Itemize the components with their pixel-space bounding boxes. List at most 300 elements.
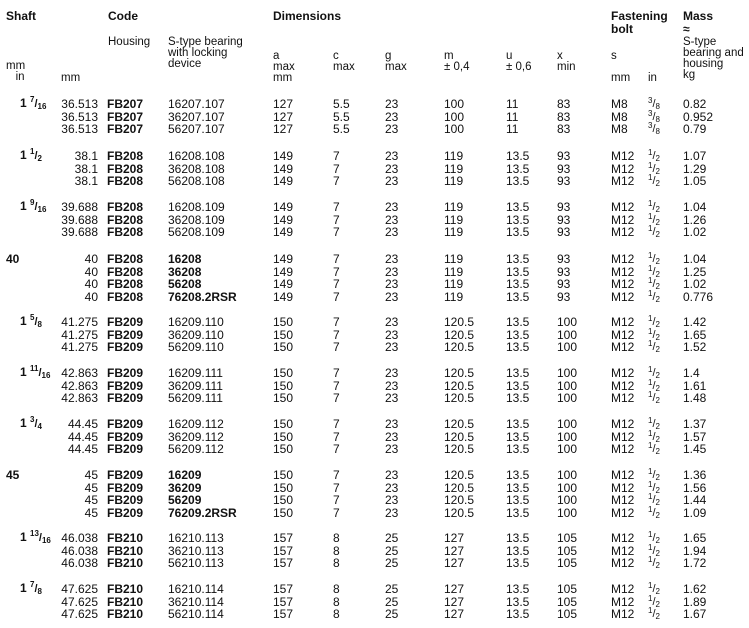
dim-x: 100 (557, 340, 578, 355)
bearing-code: 16208.109 (168, 200, 225, 214)
dim-a: 157 (273, 582, 294, 596)
dim-c: 7 (333, 366, 340, 380)
dim-c: 5.5 (333, 97, 350, 111)
housing-code: FB208 (107, 174, 144, 189)
housing-code: FB208 (107, 264, 144, 279)
dim-c: 7 (333, 327, 340, 342)
shaft-mm: 45 (84, 480, 98, 495)
dim-a: 149 (273, 161, 294, 176)
shaft-mm: 38.1 (74, 161, 98, 176)
bearing-code: 76209.2RSR (168, 505, 237, 520)
subheader-bolt-in: in (648, 72, 657, 84)
shaft-mm: 40 (84, 277, 98, 292)
housing-code: FB210 (107, 531, 144, 545)
dim-x: 100 (557, 442, 578, 457)
dim-u: 13.5 (506, 149, 530, 163)
shaft-mm: 41.275 (61, 340, 98, 355)
mass-value: 0.952 (683, 109, 714, 124)
dim-g: 23 (385, 289, 399, 304)
shaft-mm: 36.513 (61, 97, 98, 111)
dim-c: 8 (333, 543, 340, 558)
dim-u: 13.5 (506, 594, 530, 609)
shaft-mm: 40 (84, 289, 98, 304)
dim-x: 93 (557, 289, 571, 304)
dim-x: 93 (557, 264, 571, 279)
dim-u: 13.5 (506, 378, 530, 393)
bearing-code: 36209 (168, 480, 202, 495)
mass-value: 1.4 (683, 366, 700, 380)
dim-x: 100 (557, 378, 578, 393)
shaft-inch-fraction: 1 $^7/_{16}$ (20, 95, 47, 111)
dim-m: 119 (444, 174, 464, 189)
bolt-inch-fraction: $^1/_2$ (648, 251, 660, 266)
dim-u: 13.5 (506, 480, 530, 495)
dim-a: 127 (273, 97, 294, 111)
housing-code: FB209 (107, 493, 144, 508)
dim-x: 93 (557, 277, 571, 292)
dim-m: 119 (444, 277, 464, 292)
dim-a: 150 (273, 468, 294, 482)
dim-u: 13.5 (506, 468, 530, 482)
bolt-inch-fraction: $^1/_2$ (648, 365, 660, 380)
dim-m: 120.5 (444, 480, 475, 495)
dim-u: 13.5 (506, 212, 530, 227)
bolt-size: M12 (611, 200, 635, 214)
subheader-mass-desc: S-type bearing and housing kg (683, 36, 744, 81)
dim-c: 7 (333, 442, 340, 457)
dim-c: 7 (333, 289, 340, 304)
bearing-code: 56209.111 (168, 391, 223, 406)
dim-m: 120.5 (444, 468, 475, 482)
bolt-inch-fraction: $^1/_2$ (648, 199, 660, 214)
dim-m: 100 (444, 97, 465, 111)
dim-u: 13.5 (506, 340, 530, 355)
shaft-inch-fraction: 1 $^1/_2$ (20, 147, 42, 163)
dim-m: 120.5 (444, 505, 475, 520)
dim-m: 120.5 (444, 327, 475, 342)
bolt-size: M12 (611, 289, 635, 304)
bearing-code: 56208.108 (168, 174, 225, 189)
dim-a: 127 (273, 109, 294, 124)
bearing-code: 36207.107 (168, 109, 225, 124)
dim-u: 13.5 (506, 200, 530, 214)
housing-code: FB209 (107, 480, 144, 495)
housing-code: FB208 (107, 289, 144, 304)
dim-u: 13.5 (506, 289, 530, 304)
dim-c: 7 (333, 391, 340, 406)
dim-u: 13.5 (506, 277, 530, 292)
subheader-housing: Housing (108, 36, 151, 48)
dim-a: 150 (273, 366, 294, 380)
bolt-inch-fraction: $^1/_2$ (648, 326, 660, 342)
header-fastening-bolt: Fastening bolt (611, 9, 668, 36)
mass-value: 1.29 (683, 161, 707, 176)
bolt-inch-fraction: $^1/_2$ (648, 593, 660, 609)
dim-u: 13.5 (506, 327, 530, 342)
bolt-size: M12 (611, 543, 635, 558)
housing-code: FB209 (107, 417, 144, 431)
shaft-mm: 39.688 (61, 200, 98, 214)
shaft-inch-fraction: 1 $^9/_{16}$ (20, 198, 47, 214)
shaft-inch-fraction: 1 $^{13}/_{16}$ (20, 529, 51, 545)
dim-u: 13.5 (506, 391, 530, 406)
dim-x: 93 (557, 225, 571, 240)
dim-a: 149 (273, 200, 294, 214)
bolt-inch-fraction: $^1/_2$ (648, 606, 660, 622)
dim-g: 23 (385, 122, 399, 137)
subheader-bolt-mm: mm (611, 72, 631, 84)
dim-g: 23 (385, 149, 399, 163)
dim-g: 25 (385, 594, 399, 609)
dim-g: 23 (385, 174, 399, 189)
dim-m: 119 (444, 161, 464, 176)
dim-c: 7 (333, 200, 340, 214)
dim-u: 13.5 (506, 429, 530, 444)
shaft-mm: 42.863 (61, 378, 98, 393)
bearing-code: 16208 (168, 252, 202, 266)
mass-value: 1.61 (683, 378, 707, 393)
subheader-stype-bearing: S-type bearing with locking device (168, 36, 243, 70)
bearing-code: 36209.110 (168, 327, 224, 342)
mass-value: 1.07 (683, 149, 707, 163)
mass-value: 1.65 (683, 531, 707, 545)
shaft-mm: 44.45 (67, 429, 98, 444)
dim-x: 100 (557, 417, 578, 431)
subheader-g: g max (385, 50, 407, 73)
dim-a: 149 (273, 149, 294, 163)
mass-value: 1.56 (683, 480, 707, 495)
dim-a: 149 (273, 289, 294, 304)
bolt-inch-fraction: $^1/_2$ (648, 148, 660, 163)
housing-code: FB207 (107, 97, 144, 111)
bolt-size: M12 (611, 212, 635, 227)
dim-c: 8 (333, 607, 340, 622)
dim-a: 149 (273, 277, 294, 292)
shaft-inch-fraction: 1 $^3/_4$ (20, 415, 42, 431)
dim-c: 7 (333, 493, 340, 508)
dim-g: 23 (385, 442, 399, 457)
bolt-inch-fraction: $^1/_2$ (648, 377, 660, 393)
bolt-size: M12 (611, 607, 635, 622)
mass-value: 1.26 (683, 212, 707, 227)
bolt-inch-fraction: $^1/_2$ (648, 581, 660, 596)
mass-value: 1.02 (683, 225, 707, 240)
dim-c: 7 (333, 505, 340, 520)
bolt-inch-fraction: $^1/_2$ (648, 224, 660, 240)
dim-g: 23 (385, 480, 399, 495)
dim-u: 13.5 (506, 225, 530, 240)
shaft-mm: 36.513 (61, 122, 98, 137)
dim-x: 100 (557, 315, 578, 329)
bolt-inch-fraction: $^1/_2$ (648, 428, 660, 444)
mass-value: 1.48 (683, 391, 707, 406)
dim-a: 149 (273, 212, 294, 227)
dim-c: 8 (333, 531, 340, 545)
bearing-code: 16209.112 (168, 417, 224, 431)
dim-g: 25 (385, 543, 399, 558)
bearing-code: 16209.111 (168, 366, 223, 380)
mass-value: 1.72 (683, 556, 707, 571)
dim-g: 23 (385, 161, 399, 176)
housing-code: FB210 (107, 594, 144, 609)
mass-value: 0.776 (683, 289, 714, 304)
shaft-mm: 47.625 (61, 582, 98, 596)
dim-m: 100 (444, 122, 465, 137)
bolt-size: M8 (611, 109, 628, 124)
housing-code: FB208 (107, 161, 144, 176)
housing-code: FB209 (107, 468, 144, 482)
housing-code: FB208 (107, 225, 144, 240)
shaft-mm: 40 (84, 264, 98, 279)
dim-m: 120.5 (444, 391, 475, 406)
bolt-inch-fraction: $^1/_2$ (648, 492, 660, 508)
bearing-code: 56209 (168, 493, 202, 508)
bolt-inch-fraction: $^1/_2$ (648, 467, 660, 482)
dim-m: 120.5 (444, 378, 475, 393)
dim-g: 23 (385, 505, 399, 520)
housing-code: FB207 (107, 109, 144, 124)
bolt-inch-fraction: $^1/_2$ (648, 542, 660, 558)
dim-a: 150 (273, 429, 294, 444)
dim-a: 150 (273, 327, 294, 342)
dim-a: 150 (273, 417, 294, 431)
dim-u: 11 (506, 109, 519, 124)
dim-c: 7 (333, 174, 340, 189)
dim-x: 100 (557, 366, 578, 380)
dim-c: 7 (333, 468, 340, 482)
bearing-code: 16209 (168, 468, 202, 482)
bolt-inch-fraction: $^1/_2$ (648, 288, 660, 304)
dim-c: 8 (333, 594, 340, 609)
dim-u: 13.5 (506, 442, 530, 457)
dim-u: 13.5 (506, 493, 530, 508)
dim-u: 13.5 (506, 505, 530, 520)
dim-c: 5.5 (333, 109, 350, 124)
bolt-size: M12 (611, 442, 635, 457)
mass-value: 0.79 (683, 122, 707, 137)
shaft-inch-fraction: 1 $^{11}/_{16}$ (20, 364, 51, 380)
dim-c: 7 (333, 480, 340, 495)
shaft-mm: 46.038 (61, 531, 98, 545)
dim-g: 23 (385, 264, 399, 279)
bolt-size: M12 (611, 556, 635, 571)
dim-x: 105 (557, 556, 578, 571)
dim-g: 23 (385, 366, 399, 380)
housing-code: FB209 (107, 327, 144, 342)
dim-u: 13.5 (506, 531, 530, 545)
dim-m: 120.5 (444, 340, 475, 355)
dim-m: 120.5 (444, 315, 475, 329)
shaft-mm: 47.625 (61, 607, 98, 622)
housing-code: FB209 (107, 505, 144, 520)
bolt-inch-fraction: $^1/_2$ (648, 390, 660, 406)
dim-g: 23 (385, 212, 399, 227)
bolt-size: M12 (611, 252, 635, 266)
dim-a: 150 (273, 505, 294, 520)
bearing-code: 16210.114 (168, 582, 224, 596)
bolt-size: M12 (611, 493, 635, 508)
dim-c: 7 (333, 161, 340, 176)
dim-x: 100 (557, 493, 578, 508)
subheader-u: u ± 0,6 (506, 50, 532, 73)
mass-value: 1.42 (683, 315, 707, 329)
bolt-inch-fraction: $^1/_2$ (648, 530, 660, 545)
mass-value: 1.65 (683, 327, 707, 342)
dim-a: 150 (273, 442, 294, 457)
dim-c: 7 (333, 417, 340, 431)
dim-m: 119 (444, 212, 464, 227)
dim-a: 150 (273, 493, 294, 508)
dim-c: 7 (333, 252, 340, 266)
shaft-mm: 44.45 (67, 417, 98, 431)
mass-value: 1.94 (683, 543, 707, 558)
bearing-code: 16210.113 (168, 531, 224, 545)
mass-value: 1.37 (683, 417, 707, 431)
dim-x: 105 (557, 582, 578, 596)
dim-u: 13.5 (506, 607, 530, 622)
housing-code: FB210 (107, 607, 144, 622)
dim-g: 25 (385, 531, 399, 545)
dim-g: 23 (385, 391, 399, 406)
mass-value: 1.05 (683, 174, 707, 189)
bolt-size: M12 (611, 505, 635, 520)
bolt-inch-fraction: $^3/_8$ (648, 108, 660, 124)
dim-m: 127 (444, 531, 465, 545)
shaft-inch-fraction: 1 $^7/_8$ (20, 580, 42, 596)
housing-code: FB208 (107, 212, 144, 227)
dim-m: 119 (444, 225, 464, 240)
shaft-mm: 46.038 (61, 556, 98, 571)
bolt-size: M12 (611, 161, 635, 176)
shaft-mm: 47.625 (61, 594, 98, 609)
dim-a: 150 (273, 480, 294, 495)
bolt-inch-fraction: $^1/_2$ (648, 276, 660, 292)
bearing-code: 56208.109 (168, 225, 225, 240)
shaft-mm: 41.275 (61, 315, 98, 329)
dim-m: 119 (444, 264, 464, 279)
dim-x: 83 (557, 97, 571, 111)
dim-x: 83 (557, 122, 571, 137)
bolt-inch-fraction: $^1/_2$ (648, 263, 660, 279)
bolt-size: M12 (611, 315, 635, 329)
mass-value: 1.04 (683, 200, 707, 214)
dim-m: 119 (444, 289, 464, 304)
dim-m: 120.5 (444, 429, 475, 444)
bolt-size: M12 (611, 378, 635, 393)
bolt-size: M12 (611, 531, 635, 545)
dim-a: 157 (273, 543, 294, 558)
dim-g: 23 (385, 327, 399, 342)
bolt-size: M12 (611, 277, 635, 292)
housing-code: FB209 (107, 340, 144, 355)
dim-u: 13.5 (506, 582, 530, 596)
dim-u: 13.5 (506, 252, 530, 266)
dim-m: 120.5 (444, 493, 475, 508)
dim-c: 7 (333, 315, 340, 329)
shaft-mm: 42.863 (61, 391, 98, 406)
shaft-mm: 46.038 (61, 543, 98, 558)
bearing-code: 16209.110 (168, 315, 224, 329)
mass-value: 1.52 (683, 340, 707, 355)
bolt-size: M12 (611, 366, 635, 380)
shaft-mm-value: 45 (6, 468, 20, 482)
bearing-code: 36208.108 (168, 161, 225, 176)
dim-u: 13.5 (506, 543, 530, 558)
housing-code: FB208 (107, 252, 144, 266)
dim-c: 5.5 (333, 122, 350, 137)
dim-u: 13.5 (506, 161, 530, 176)
housing-code: FB207 (107, 122, 144, 137)
dim-m: 119 (444, 149, 464, 163)
dim-x: 105 (557, 543, 578, 558)
dim-m: 127 (444, 582, 465, 596)
dim-a: 157 (273, 556, 294, 571)
dim-x: 93 (557, 212, 571, 227)
bolt-size: M12 (611, 149, 635, 163)
subheader-a: a max mm (273, 50, 295, 84)
dim-g: 23 (385, 315, 399, 329)
subheader-c: c max (333, 50, 355, 73)
bearing-code: 36209.112 (168, 429, 224, 444)
bolt-size: M8 (611, 97, 628, 111)
mass-value: 1.04 (683, 252, 707, 266)
dim-a: 150 (273, 340, 294, 355)
bolt-size: M12 (611, 429, 635, 444)
shaft-mm: 45 (84, 505, 98, 520)
mass-value: 1.89 (683, 594, 707, 609)
dim-c: 7 (333, 340, 340, 355)
dim-g: 23 (385, 340, 399, 355)
housing-code: FB209 (107, 315, 144, 329)
dim-m: 127 (444, 556, 465, 571)
bolt-size: M12 (611, 468, 635, 482)
bearing-code: 36210.114 (168, 594, 224, 609)
dim-x: 100 (557, 505, 578, 520)
bolt-inch-fraction: $^1/_2$ (648, 160, 660, 176)
dim-a: 149 (273, 252, 294, 266)
mass-value: 1.02 (683, 277, 707, 292)
subheader-m: m ± 0,4 (444, 50, 470, 73)
housing-code: FB209 (107, 391, 144, 406)
dim-u: 13.5 (506, 417, 530, 431)
dim-u: 13.5 (506, 315, 530, 329)
dim-u: 13.5 (506, 556, 530, 571)
dim-x: 100 (557, 468, 578, 482)
header-dimensions: Dimensions (273, 9, 342, 23)
dim-x: 100 (557, 327, 578, 342)
dim-g: 25 (385, 582, 399, 596)
subheader-s: s (611, 50, 617, 62)
dim-x: 105 (557, 594, 578, 609)
dim-g: 23 (385, 252, 399, 266)
dim-g: 23 (385, 277, 399, 292)
housing-code: FB208 (107, 277, 144, 292)
bearing-code: 56207.107 (168, 122, 225, 137)
dim-g: 23 (385, 417, 399, 431)
subheader-x: x min (557, 50, 576, 73)
dim-x: 105 (557, 531, 578, 545)
mass-value: 1.36 (683, 468, 707, 482)
dim-x: 105 (557, 607, 578, 622)
shaft-mm: 45 (84, 493, 98, 508)
housing-code: FB208 (107, 149, 144, 163)
bearing-code: 16208.108 (168, 149, 225, 163)
dim-x: 100 (557, 480, 578, 495)
housing-code: FB209 (107, 442, 144, 457)
housing-code: FB210 (107, 543, 144, 558)
bolt-inch-fraction: $^1/_2$ (648, 441, 660, 457)
shaft-mm: 45 (84, 468, 98, 482)
